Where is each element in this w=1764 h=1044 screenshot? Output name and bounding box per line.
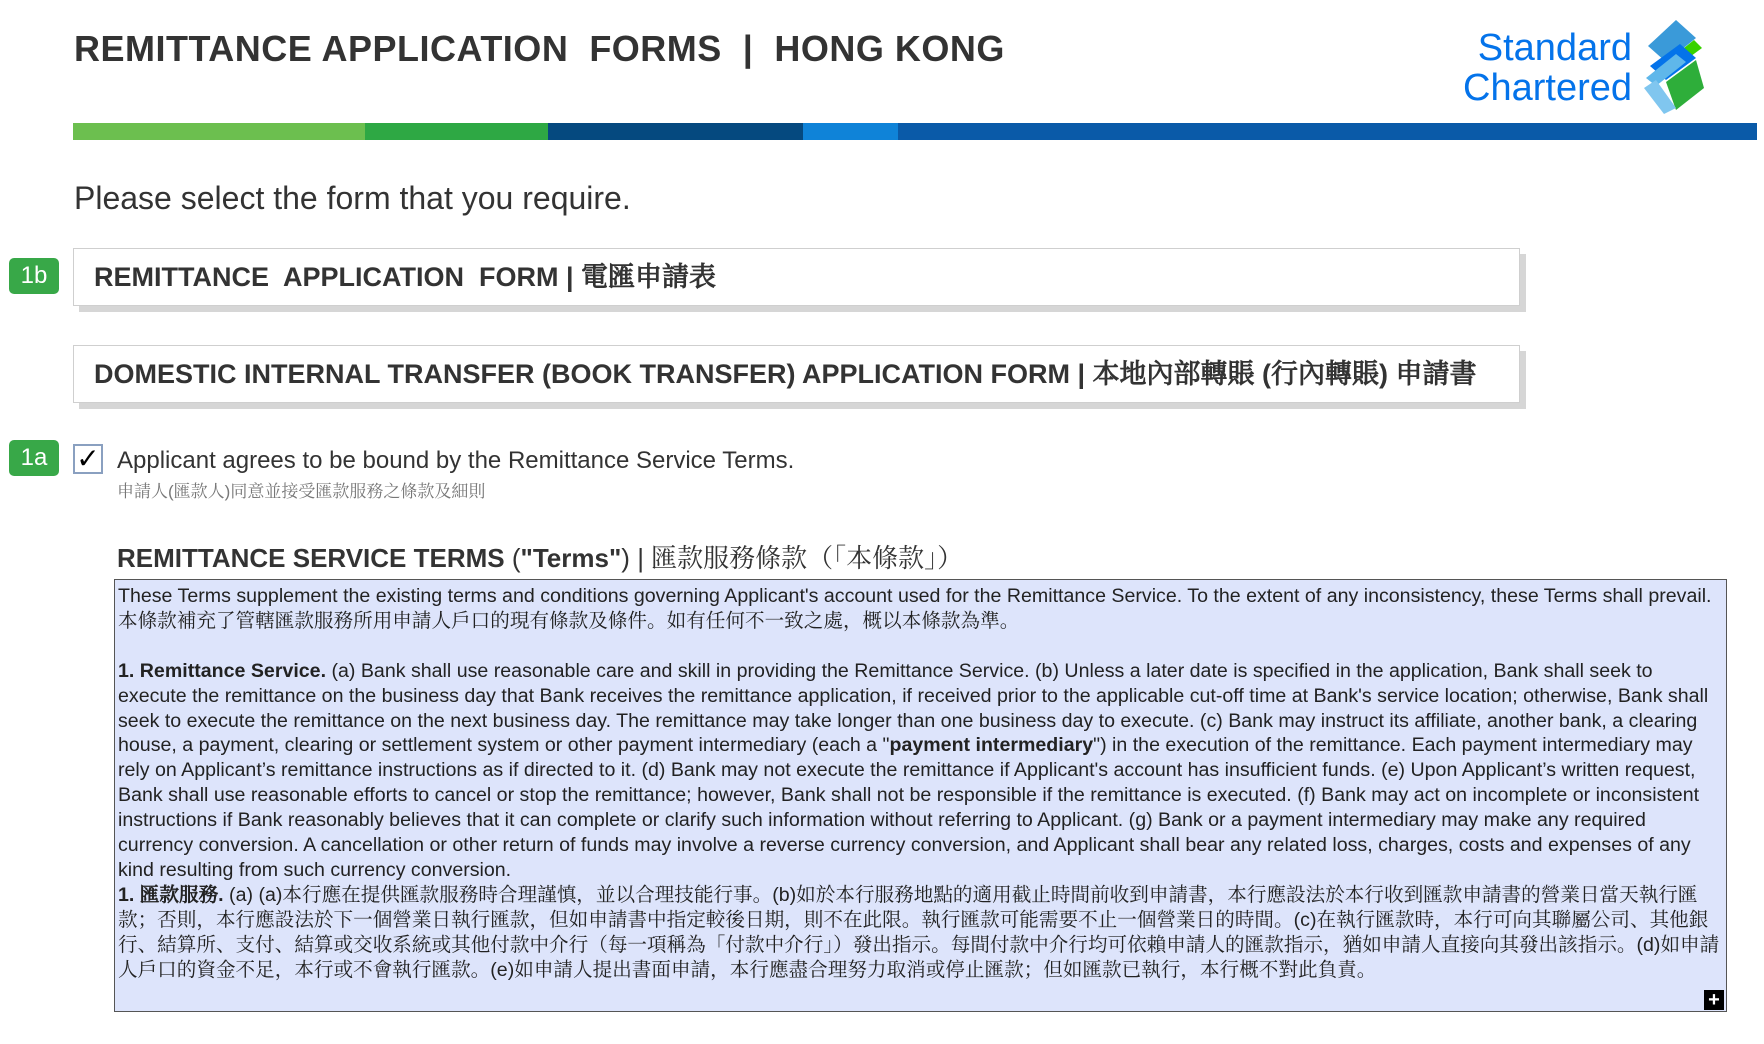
standard-chartered-mark-icon <box>1636 18 1706 114</box>
color-bar-segment <box>548 123 803 140</box>
logo-wordmark <box>1463 28 1632 108</box>
color-bar-segment <box>73 123 365 140</box>
agree-terms-label-en: Applicant agrees to be bound by the Remittance Service Terms. <box>117 447 795 474</box>
step-badge-1a: 1a <box>9 440 59 476</box>
page-title: REMITTANCE APPLICATION FORMS | HONG KONG <box>74 28 1005 69</box>
expand-text-icon[interactable]: + <box>1704 990 1724 1010</box>
terms-heading-main: REMITTANCE SERVICE TERMS <box>117 543 505 573</box>
color-bar-segment <box>803 123 898 140</box>
terms-intro-zh: 本條款補充了管轄匯款服務所用申請人戶口的現有條款及條件。如有任何不一致之處，概以本條款為準。 <box>118 609 1020 632</box>
terms-section-1-en <box>118 659 1722 883</box>
color-bar-segment <box>898 123 1757 140</box>
terms-text-area[interactable] <box>114 579 1727 1012</box>
agree-terms-checkbox[interactable]: ✓ <box>73 444 103 474</box>
logo-line-1: Standard <box>1477 27 1632 69</box>
terms-section-1-zh <box>118 883 1722 983</box>
section-1-text-zh: (a) (a)本行應在提供匯款服務時合理謹慎，並以合理技能行事。(b)如於本行服務地點的適用截止時間前收到申請書，本行應設法於本行收到匯款申請書的營業日當天執行匯款；否則，本行應設法於下一個營業日執行匯款，但如申請書中指定較後日期，則不在此限。執行匯款可能需要不止一個營業日的時間。(c)在執行匯款時，本行可向其聯屬公司、其他銀行、結算所、支付、結算或交收系統或其他付款中介行（每一項稱為「付款中介行」）發出指示。每間付款中介行均可依賴申請人的匯款指示，猶如申請人直接向其發出該指示。(d)如申請人戶口的資金不足，本行或不會執行匯款。(e)如申請人提出書面申請，本行應盡合理努力取消或停止匯款；但如匯款已執行，本行概不對此負責。 <box>118 883 1720 981</box>
section-1-heading-zh: 1. 匯款服務. <box>118 883 224 906</box>
domestic-internal-transfer-form-button[interactable]: DOMESTIC INTERNAL TRANSFER (BOOK TRANSFER) APPLICATION FORM | 本地內部轉賬 (行內轉賬) 申請書 <box>73 345 1520 403</box>
standard-chartered-logo <box>1450 18 1710 118</box>
section-1-heading-en: 1. Remittance Service. <box>118 659 327 682</box>
paragraph-gap <box>118 634 1722 659</box>
step-badge-1b: 1b <box>9 258 59 294</box>
remittance-application-form-button[interactable]: REMITTANCE APPLICATION FORM | 電匯申請表 <box>73 248 1520 306</box>
terms-intro-en: These Terms supplement the existing terms and conditions governing Applicant's account used for the Remittance Service. To the extent of any inconsistency, these Terms shall prevail. <box>118 585 1712 607</box>
terms-heading-term: "Terms" <box>520 543 622 573</box>
terms-heading: REMITTANCE SERVICE TERMS ("Terms") | 匯款服務條款（「本條款」） <box>117 543 964 573</box>
logo-line-2: Chartered <box>1463 67 1632 109</box>
section-1-text-en-b: ") in the execution of the remittance. Each payment intermediary may rely on Applicant’s remittance instructions as if directed to it. (d) Bank may not execute the remittance if Applicant's account has insufficient funds. (e) Upon Applicant’s written request, Bank shall use reasonable efforts to cancel or stop the remittance; however, Bank shall not be responsible if the remittance is executed. (f) Bank may act on incomplete or inconsistent instructions if Bank reasonably believes that it can complete or clarify such information without referring to Applicant. (g) Bank or a payment intermediary may make any required currency conversion. A cancellation or other return of funds may involve a reverse currency conversion, and Applicant shall bear any related loss, charges, costs and expenses of any kind resulting from such currency conversion. <box>118 734 1700 881</box>
section-1-text-en-a: (a) Bank shall use reasonable care and skill in providing the Remittance Service. (b) Unless a later date is specified in the application, Bank shall seek to execute the remittance on the business day that Bank receives the remittance application, if received prior to the applicable cut-off time at Bank's service location; otherwise, Bank shall seek to execute the remittance on the next business day. The remittance may take longer than one business day to execute. (c) Bank may instruct its affiliate, another bank, a clearing house, a payment, clearing or settlement system or other payment intermediary (each a " <box>118 659 1709 757</box>
color-bar-segment <box>365 123 548 140</box>
agree-terms-label-zh: 申請人(匯款人)同意並接受匯款服務之條款及細則 <box>117 482 486 501</box>
brand-color-bar <box>73 123 1757 140</box>
section-1-defined-term: payment intermediary <box>889 734 1094 757</box>
terms-heading-zh: | 匯款服務條款（「本條款」） <box>629 543 964 573</box>
form-select-prompt: Please select the form that you require. <box>74 180 631 216</box>
